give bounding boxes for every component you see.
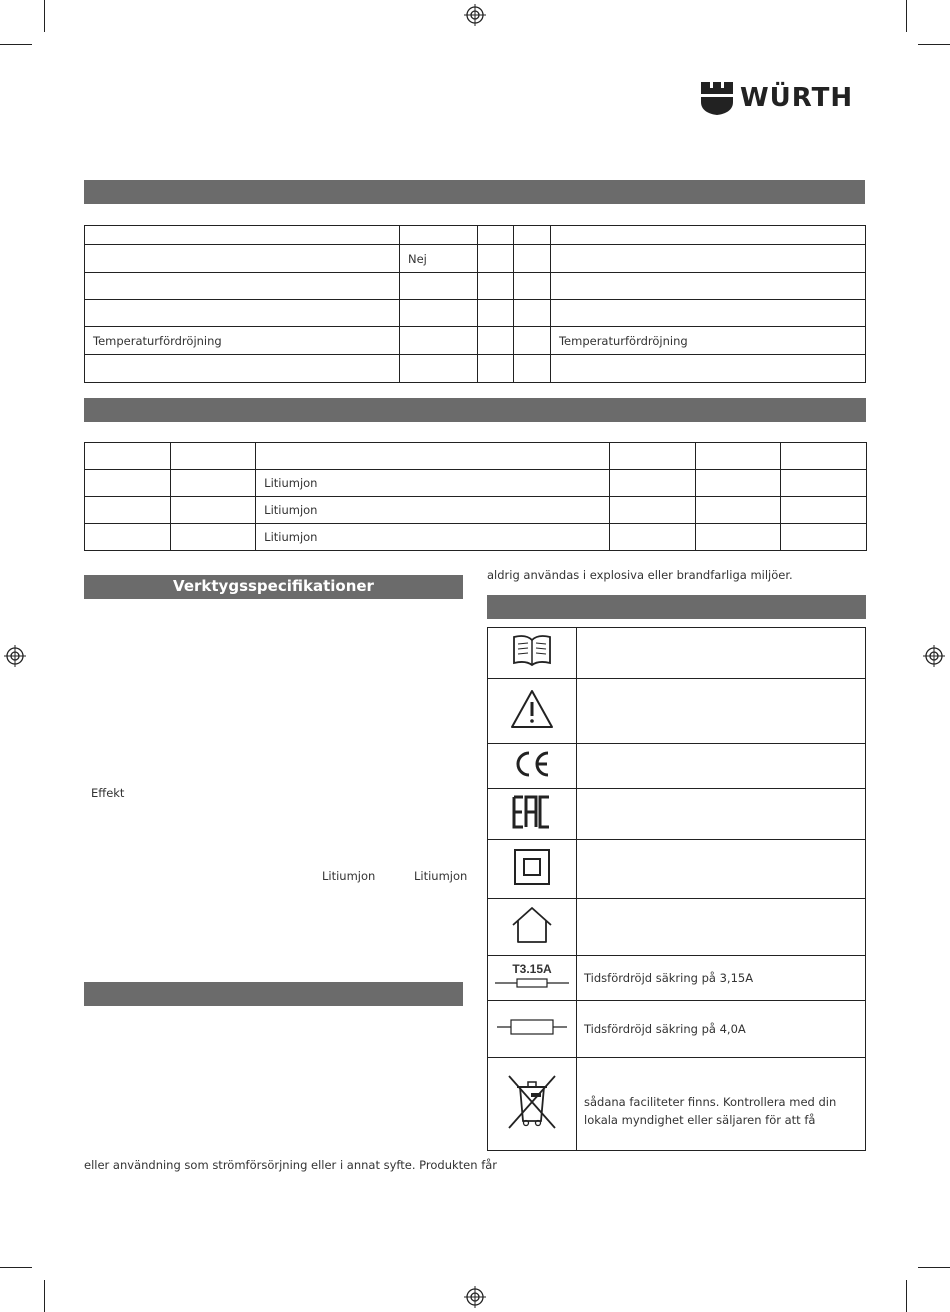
spec-table-1: [84, 225, 866, 383]
table-cell: [550, 245, 865, 273]
symbol-row: [488, 1001, 866, 1058]
table-cell: [477, 327, 514, 355]
table-cell: [781, 497, 867, 524]
wurth-emblem-icon: [700, 80, 734, 116]
table-cell: [477, 273, 514, 300]
crop-mark: [0, 44, 32, 45]
table-cell: [85, 470, 171, 497]
crop-mark: [0, 1267, 32, 1268]
table-cell: [781, 524, 867, 551]
symbol-description: [577, 628, 866, 679]
table-cell: [170, 443, 256, 470]
table-row: [85, 524, 867, 551]
fuse-icon: [495, 977, 569, 989]
table-row: [85, 300, 866, 327]
table-cell: [170, 470, 256, 497]
table-cell: [85, 226, 400, 245]
table-cell: [514, 245, 551, 273]
table-cell: [85, 443, 171, 470]
table-cell: Nej: [399, 245, 477, 273]
crop-mark: [906, 0, 907, 32]
table-cell: [477, 355, 514, 383]
symbol-description: sådana faciliteter finns. Kontrollera med din lokala myndighet eller säljaren för att få: [577, 1058, 866, 1151]
table-row: [85, 273, 866, 300]
registration-mark-icon: [923, 645, 945, 667]
table-cell: [514, 273, 551, 300]
table-cell: [550, 273, 865, 300]
table-cell: [514, 355, 551, 383]
table-cell: [695, 497, 781, 524]
table-cell: [85, 300, 400, 327]
table-cell: [610, 443, 696, 470]
symbol-description: [577, 840, 866, 899]
symbol-row: [488, 956, 866, 1001]
spec-table-2: [84, 442, 867, 551]
table-cell: [85, 355, 400, 383]
table-cell: [85, 497, 171, 524]
table-cell: [399, 327, 477, 355]
table-cell: [170, 524, 256, 551]
section-header-bar: [84, 398, 866, 422]
symbol-description: [577, 679, 866, 744]
table-row: [85, 327, 866, 355]
indoor-use-house-icon: [510, 905, 554, 945]
table-cell: [695, 443, 781, 470]
section-title-tool-specs: Verktygsspecifikationer: [84, 575, 463, 599]
table-cell: Litiumjon: [256, 470, 610, 497]
table-cell: [477, 245, 514, 273]
table-cell: [610, 497, 696, 524]
registration-mark-icon: [464, 1286, 486, 1308]
body-text: aldrig användas i explosiva eller brandfarliga miljöer.: [487, 568, 793, 582]
crop-mark: [918, 44, 950, 45]
table-row: [85, 355, 866, 383]
brand-logo: [700, 80, 853, 116]
table-cell: [610, 470, 696, 497]
table-cell: [781, 470, 867, 497]
table-row: [85, 443, 867, 470]
table-cell: [550, 355, 865, 383]
weee-crossed-bin-icon: [505, 1073, 559, 1131]
body-text: eller användning som strömförsörjning eller i annat syfte. Produkten får: [84, 1158, 498, 1172]
table-row: [85, 245, 866, 273]
eac-mark-icon: [512, 795, 552, 829]
effekt-label: Effekt: [91, 786, 125, 800]
symbol-description: [577, 744, 866, 789]
fuse-rating-label: T3.15A: [512, 962, 552, 976]
crop-mark: [44, 0, 45, 32]
crop-mark: [44, 1280, 45, 1312]
symbol-row: [488, 628, 866, 679]
symbol-description: Tidsfördröjd säkring på 4,0A: [577, 1001, 866, 1058]
table-cell: [781, 443, 867, 470]
table-row: [85, 470, 867, 497]
symbol-description: [577, 899, 866, 956]
table-cell: [477, 300, 514, 327]
symbol-row: [488, 744, 866, 789]
table-cell: [399, 300, 477, 327]
ce-mark-icon: [511, 749, 553, 779]
section-header-bar: [487, 595, 866, 619]
table-cell: [399, 355, 477, 383]
fuse-icon: [497, 1017, 567, 1037]
symbol-row: [488, 789, 866, 840]
symbol-row: [488, 840, 866, 899]
section-header-bar: [84, 180, 865, 204]
brand-name: WÜRTH: [740, 83, 854, 113]
table-cell: [170, 497, 256, 524]
warning-triangle-icon: [509, 688, 555, 730]
table-cell: [85, 273, 400, 300]
crop-mark: [906, 1280, 907, 1312]
table-cell: [477, 226, 514, 245]
table-cell: [399, 226, 477, 245]
table-row: [85, 497, 867, 524]
symbol-description: Tidsfördröjd säkring på 3,15A: [577, 956, 866, 1001]
table-cell: [514, 226, 551, 245]
table-row: [85, 226, 866, 245]
table-cell: [85, 524, 171, 551]
table-cell: [514, 327, 551, 355]
table-cell: [514, 300, 551, 327]
manual-book-icon: [510, 633, 554, 669]
table-cell: [550, 226, 865, 245]
registration-mark-icon: [464, 4, 486, 26]
table-cell: [256, 443, 610, 470]
table-cell: [399, 273, 477, 300]
symbol-description: [577, 789, 866, 840]
battery-type-value: Litiumjon: [414, 869, 468, 883]
battery-type-value: Litiumjon: [322, 869, 376, 883]
table-cell: [695, 470, 781, 497]
table-cell: [695, 524, 781, 551]
double-insulation-icon: [513, 848, 551, 886]
symbols-table: [487, 627, 866, 1151]
symbol-row: [488, 679, 866, 744]
table-cell: Temperaturfördröjning: [85, 327, 400, 355]
crop-mark: [918, 1267, 950, 1268]
section-header-bar: [84, 982, 463, 1006]
registration-mark-icon: [4, 645, 26, 667]
table-cell: Temperaturfördröjning: [550, 327, 865, 355]
symbol-row: [488, 1058, 866, 1151]
table-cell: Litiumjon: [256, 497, 610, 524]
table-cell: [550, 300, 865, 327]
symbol-row: [488, 899, 866, 956]
table-cell: [85, 245, 400, 273]
table-cell: Litiumjon: [256, 524, 610, 551]
table-cell: [610, 524, 696, 551]
